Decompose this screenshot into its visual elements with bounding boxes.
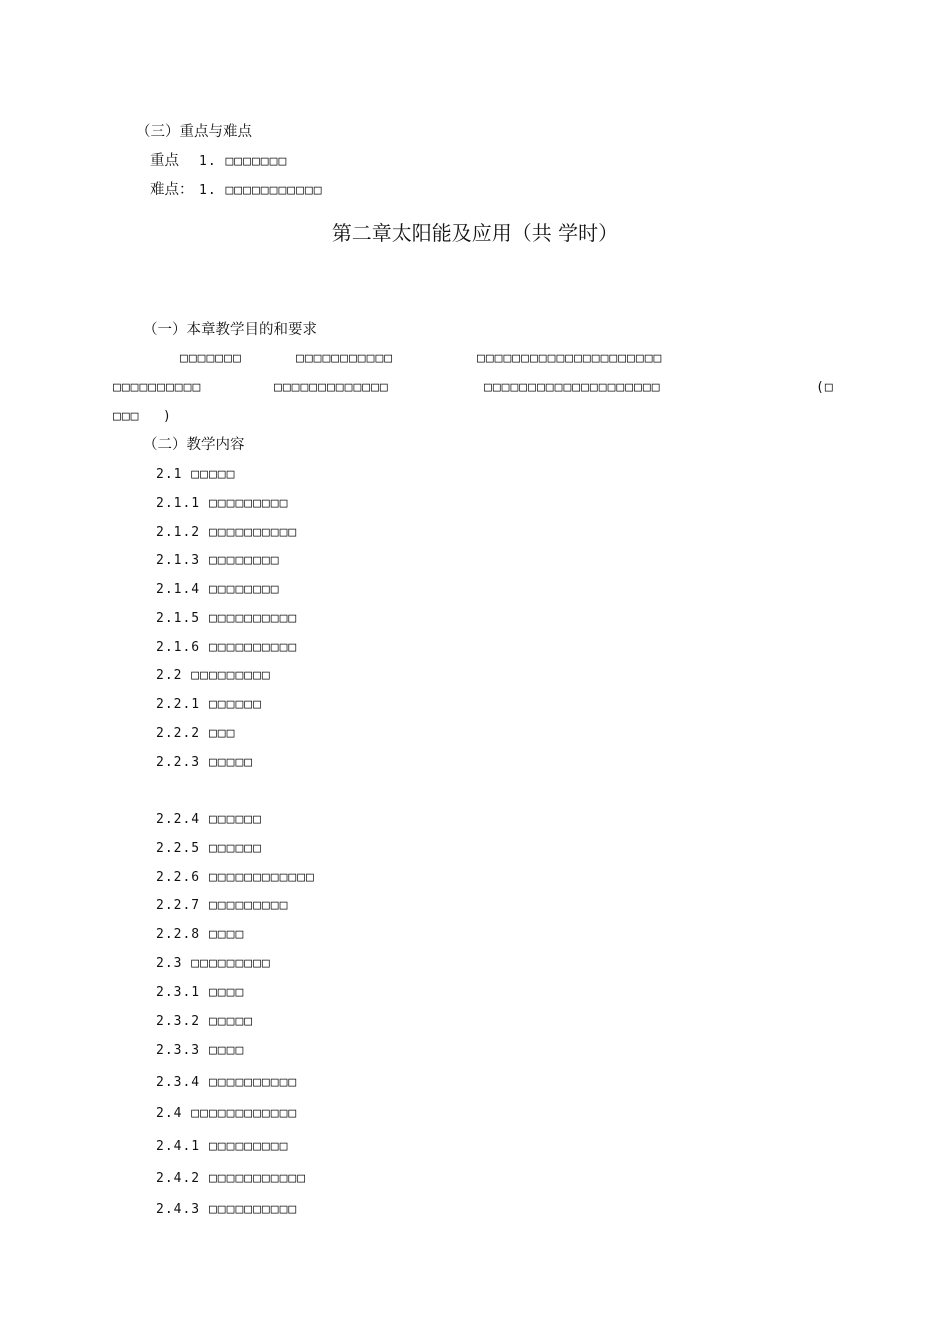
objective-text-2: □□□□□□□□□□□ (296, 351, 394, 366)
content-item: 2.2.1 □□□□□□ (156, 697, 262, 712)
content-item: 2.1.2 □□□□□□□□□□ (156, 525, 298, 540)
content-item: 2.1.3 □□□□□□□□ (156, 553, 280, 568)
content-item: 2.4.1 □□□□□□□□□ (156, 1139, 289, 1154)
content-item: 2.3.2 □□□□□ (156, 1014, 254, 1029)
content-item: 2.4.2 □□□□□□□□□□□ (156, 1171, 307, 1186)
difficult-points-text: 1. □□□□□□□□□□□ (199, 183, 323, 198)
content-item: 2.2.5 □□□□□□ (156, 841, 262, 856)
section-1-heading: （一）本章教学目的和要求 (143, 322, 317, 338)
content-item: 2.4 □□□□□□□□□□□□ (156, 1106, 298, 1121)
objective-text-8: □□□ (113, 409, 140, 424)
content-item: 2.2.8 □□□□ (156, 927, 245, 942)
section-3-heading: （三）重点与难点 (136, 124, 252, 140)
objective-text-9: ) (163, 409, 172, 424)
content-item: 2.1.5 □□□□□□□□□□ (156, 611, 298, 626)
content-item: 2.1.4 □□□□□□□□ (156, 582, 280, 597)
objective-text-1: □□□□□□□ (180, 351, 242, 366)
objective-text-5: □□□□□□□□□□□□□ (274, 380, 389, 395)
content-item: 2.3.1 □□□□ (156, 985, 245, 1000)
section-2-heading: （二）教学内容 (143, 437, 245, 453)
content-item: 2.1.6 □□□□□□□□□□ (156, 640, 298, 655)
content-item: 2.2.7 □□□□□□□□□ (156, 898, 289, 913)
content-item: 2.2.4 □□□□□□ (156, 812, 262, 827)
objective-text-6: □□□□□□□□□□□□□□□□□□□□ (484, 380, 661, 395)
key-points-label: 重点 (150, 153, 179, 169)
content-item: 2.3.4 □□□□□□□□□□ (156, 1075, 298, 1090)
chapter-title: 第二章太阳能及应用（共 学时） (331, 221, 619, 245)
content-item: 2.4.3 □□□□□□□□□□ (156, 1202, 298, 1217)
difficult-points-label: 难点： (150, 182, 194, 198)
objective-text-4: □□□□□□□□□□ (113, 380, 202, 395)
content-item: 2.2.3 □□□□□ (156, 755, 254, 770)
objective-text-7: (□ (816, 380, 834, 395)
content-item: 2.2.2 □□□ (156, 726, 236, 741)
content-item: 2.2 □□□□□□□□□ (156, 668, 271, 683)
content-item: 2.2.6 □□□□□□□□□□□□ (156, 870, 315, 885)
key-points-text: 1. □□□□□□□ (199, 154, 288, 169)
content-item: 2.1 □□□□□ (156, 467, 236, 482)
content-item: 2.3.3 □□□□ (156, 1043, 245, 1058)
content-item: 2.1.1 □□□□□□□□□ (156, 496, 289, 511)
content-item: 2.3 □□□□□□□□□ (156, 956, 271, 971)
objective-text-3: □□□□□□□□□□□□□□□□□□□□□ (477, 351, 663, 366)
